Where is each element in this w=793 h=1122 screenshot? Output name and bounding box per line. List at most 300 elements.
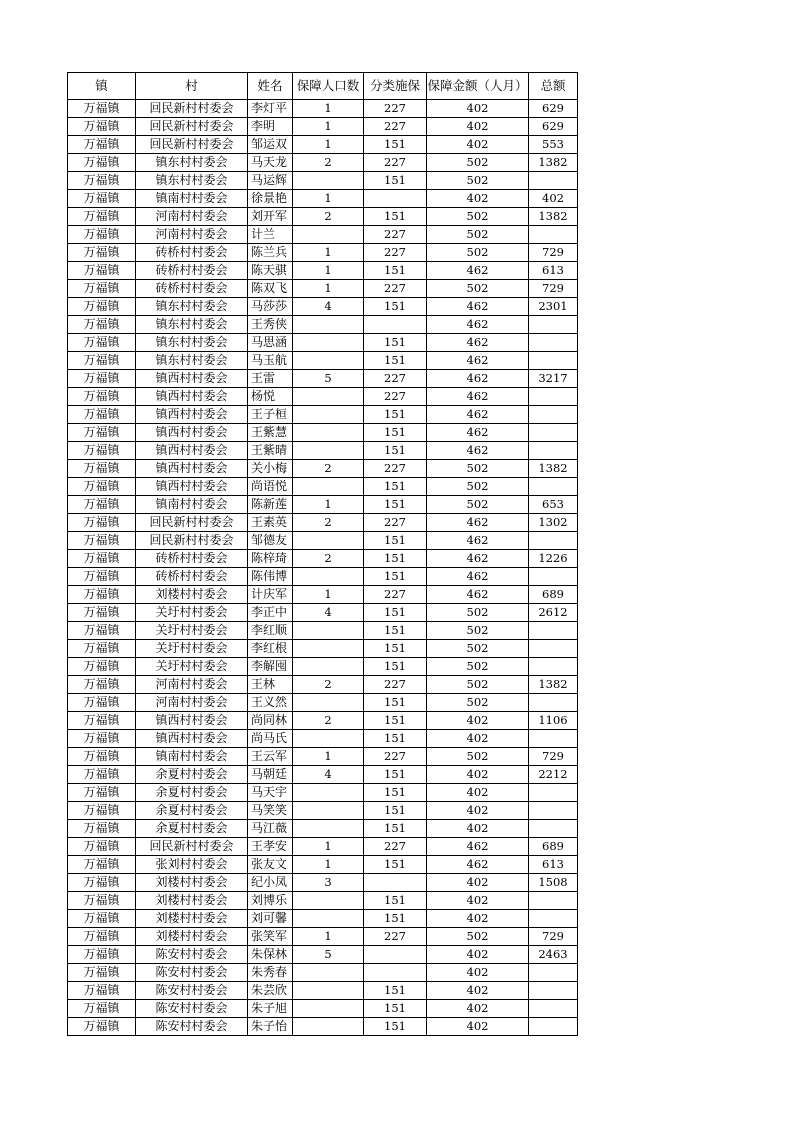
village-cell: 回民新村村委会 xyxy=(136,532,248,550)
name-cell: 王紫晴 xyxy=(248,442,293,460)
table-row xyxy=(68,910,578,928)
total-cell xyxy=(529,622,578,640)
total-cell: 629 xyxy=(529,100,578,118)
total-cell: 2212 xyxy=(529,766,578,784)
amount-cell: 502 xyxy=(427,694,529,712)
town-cell: 万福镇 xyxy=(68,352,136,370)
table-row xyxy=(68,298,578,316)
town-cell: 万福镇 xyxy=(68,226,136,244)
population-cell: 1 xyxy=(293,838,364,856)
population-cell: 5 xyxy=(293,370,364,388)
name-cell: 王子桓 xyxy=(248,406,293,424)
total-cell xyxy=(529,532,578,550)
name-cell: 王雷 xyxy=(248,370,293,388)
category-cell: 151 xyxy=(364,352,427,370)
amount-cell: 462 xyxy=(427,838,529,856)
table-row xyxy=(68,496,578,514)
table-row xyxy=(68,1018,578,1036)
population-cell xyxy=(293,802,364,820)
village-cell: 张刘村村委会 xyxy=(136,856,248,874)
table-row xyxy=(68,280,578,298)
name-cell: 朱秀春 xyxy=(248,964,293,982)
header-population: 保障人口数 xyxy=(293,73,364,100)
name-cell: 李红顺 xyxy=(248,622,293,640)
town-cell: 万福镇 xyxy=(68,244,136,262)
town-cell: 万福镇 xyxy=(68,208,136,226)
category-cell: 151 xyxy=(364,406,427,424)
total-cell: 689 xyxy=(529,586,578,604)
town-cell: 万福镇 xyxy=(68,766,136,784)
amount-cell: 502 xyxy=(427,280,529,298)
name-cell: 邹德友 xyxy=(248,532,293,550)
village-cell: 镇西村村委会 xyxy=(136,388,248,406)
category-cell: 151 xyxy=(364,892,427,910)
amount-cell: 502 xyxy=(427,676,529,694)
total-cell xyxy=(529,730,578,748)
category-cell: 151 xyxy=(364,532,427,550)
table-row xyxy=(68,100,578,118)
category-cell xyxy=(364,316,427,334)
total-cell xyxy=(529,1000,578,1018)
name-cell: 王义然 xyxy=(248,694,293,712)
category-cell: 151 xyxy=(364,478,427,496)
amount-cell: 402 xyxy=(427,712,529,730)
amount-cell: 462 xyxy=(427,424,529,442)
population-cell: 4 xyxy=(293,298,364,316)
town-cell: 万福镇 xyxy=(68,298,136,316)
village-cell: 陈安村村委会 xyxy=(136,1000,248,1018)
population-cell: 1 xyxy=(293,748,364,766)
population-cell: 1 xyxy=(293,280,364,298)
name-cell: 张笑军 xyxy=(248,928,293,946)
category-cell: 151 xyxy=(364,982,427,1000)
table-row xyxy=(68,856,578,874)
name-cell: 李灯平 xyxy=(248,100,293,118)
category-cell: 227 xyxy=(364,676,427,694)
header-village: 村 xyxy=(136,73,248,100)
population-cell xyxy=(293,892,364,910)
town-cell: 万福镇 xyxy=(68,604,136,622)
table-row xyxy=(68,244,578,262)
amount-cell: 402 xyxy=(427,820,529,838)
amount-cell: 402 xyxy=(427,1018,529,1036)
total-cell: 613 xyxy=(529,856,578,874)
total-cell: 2612 xyxy=(529,604,578,622)
amount-cell: 462 xyxy=(427,334,529,352)
category-cell: 227 xyxy=(364,154,427,172)
total-cell: 1382 xyxy=(529,460,578,478)
table-row xyxy=(68,190,578,208)
category-cell: 227 xyxy=(364,100,427,118)
town-cell: 万福镇 xyxy=(68,748,136,766)
category-cell: 151 xyxy=(364,496,427,514)
name-cell: 陈双飞 xyxy=(248,280,293,298)
population-cell: 1 xyxy=(293,136,364,154)
table-row xyxy=(68,946,578,964)
village-cell: 镇东村村委会 xyxy=(136,298,248,316)
town-cell: 万福镇 xyxy=(68,280,136,298)
population-cell xyxy=(293,1018,364,1036)
total-cell: 1226 xyxy=(529,550,578,568)
amount-cell: 462 xyxy=(427,442,529,460)
population-cell xyxy=(293,226,364,244)
population-cell: 2 xyxy=(293,460,364,478)
total-cell: 1106 xyxy=(529,712,578,730)
category-cell: 151 xyxy=(364,550,427,568)
table-row xyxy=(68,694,578,712)
amount-cell: 462 xyxy=(427,298,529,316)
category-cell xyxy=(364,964,427,982)
name-cell: 李明 xyxy=(248,118,293,136)
welfare-table xyxy=(67,72,578,1036)
amount-cell: 462 xyxy=(427,316,529,334)
name-cell: 马天龙 xyxy=(248,154,293,172)
total-cell: 3217 xyxy=(529,370,578,388)
amount-cell: 462 xyxy=(427,532,529,550)
amount-cell: 502 xyxy=(427,460,529,478)
total-cell: 1302 xyxy=(529,514,578,532)
population-cell: 1 xyxy=(293,118,364,136)
name-cell: 纪小凤 xyxy=(248,874,293,892)
table-row xyxy=(68,748,578,766)
name-cell: 马江薇 xyxy=(248,820,293,838)
amount-cell: 402 xyxy=(427,964,529,982)
population-cell xyxy=(293,982,364,1000)
total-cell: 729 xyxy=(529,244,578,262)
population-cell xyxy=(293,820,364,838)
name-cell: 邹运双 xyxy=(248,136,293,154)
amount-cell: 402 xyxy=(427,100,529,118)
amount-cell: 462 xyxy=(427,352,529,370)
table-row xyxy=(68,820,578,838)
total-cell xyxy=(529,568,578,586)
name-cell: 马运辉 xyxy=(248,172,293,190)
population-cell: 2 xyxy=(293,514,364,532)
village-cell: 镇东村村委会 xyxy=(136,172,248,190)
amount-cell: 502 xyxy=(427,172,529,190)
village-cell: 河南村村委会 xyxy=(136,226,248,244)
total-cell: 1382 xyxy=(529,154,578,172)
amount-cell: 462 xyxy=(427,856,529,874)
population-cell xyxy=(293,352,364,370)
name-cell: 马朝廷 xyxy=(248,766,293,784)
total-cell xyxy=(529,1018,578,1036)
town-cell: 万福镇 xyxy=(68,820,136,838)
town-cell: 万福镇 xyxy=(68,496,136,514)
village-cell: 镇东村村委会 xyxy=(136,316,248,334)
amount-cell: 402 xyxy=(427,892,529,910)
amount-cell: 502 xyxy=(427,928,529,946)
category-cell: 151 xyxy=(364,694,427,712)
name-cell: 尚语悦 xyxy=(248,478,293,496)
town-cell: 万福镇 xyxy=(68,442,136,460)
total-cell xyxy=(529,802,578,820)
town-cell: 万福镇 xyxy=(68,892,136,910)
village-cell: 回民新村村委会 xyxy=(136,136,248,154)
population-cell: 1 xyxy=(293,928,364,946)
village-cell: 回民新村村委会 xyxy=(136,118,248,136)
table-row xyxy=(68,316,578,334)
category-cell: 151 xyxy=(364,442,427,460)
table-row xyxy=(68,676,578,694)
name-cell: 陈梓琦 xyxy=(248,550,293,568)
town-cell: 万福镇 xyxy=(68,568,136,586)
amount-cell: 502 xyxy=(427,496,529,514)
table-row xyxy=(68,172,578,190)
amount-cell: 462 xyxy=(427,406,529,424)
header-town: 镇 xyxy=(68,73,136,100)
amount-cell: 462 xyxy=(427,514,529,532)
category-cell: 151 xyxy=(364,640,427,658)
amount-cell: 462 xyxy=(427,370,529,388)
village-cell: 河南村村委会 xyxy=(136,676,248,694)
village-cell: 镇西村村委会 xyxy=(136,730,248,748)
table-row xyxy=(68,388,578,406)
population-cell: 1 xyxy=(293,586,364,604)
amount-cell: 502 xyxy=(427,478,529,496)
total-cell: 729 xyxy=(529,748,578,766)
amount-cell: 462 xyxy=(427,262,529,280)
population-cell xyxy=(293,478,364,496)
population-cell: 1 xyxy=(293,100,364,118)
name-cell: 陈天骐 xyxy=(248,262,293,280)
total-cell xyxy=(529,820,578,838)
name-cell: 陈伟博 xyxy=(248,568,293,586)
header-amount: 保障金额（人月） xyxy=(427,73,529,100)
table-row xyxy=(68,478,578,496)
amount-cell: 402 xyxy=(427,784,529,802)
population-cell: 4 xyxy=(293,766,364,784)
name-cell: 王秀侠 xyxy=(248,316,293,334)
category-cell: 151 xyxy=(364,334,427,352)
table-row xyxy=(68,136,578,154)
town-cell: 万福镇 xyxy=(68,172,136,190)
name-cell: 马笑笑 xyxy=(248,802,293,820)
population-cell: 2 xyxy=(293,712,364,730)
total-cell: 689 xyxy=(529,838,578,856)
table-row xyxy=(68,658,578,676)
category-cell: 151 xyxy=(364,856,427,874)
village-cell: 关圩村村委会 xyxy=(136,622,248,640)
village-cell: 余夏村村委会 xyxy=(136,766,248,784)
name-cell: 王云军 xyxy=(248,748,293,766)
population-cell: 1 xyxy=(293,496,364,514)
category-cell xyxy=(364,190,427,208)
village-cell: 余夏村村委会 xyxy=(136,784,248,802)
name-cell: 李红根 xyxy=(248,640,293,658)
name-cell: 尚马氏 xyxy=(248,730,293,748)
town-cell: 万福镇 xyxy=(68,370,136,388)
town-cell: 万福镇 xyxy=(68,100,136,118)
category-cell: 151 xyxy=(364,802,427,820)
amount-cell: 402 xyxy=(427,946,529,964)
population-cell: 2 xyxy=(293,208,364,226)
name-cell: 朱芸欣 xyxy=(248,982,293,1000)
table-row xyxy=(68,892,578,910)
table-row xyxy=(68,262,578,280)
village-cell: 砖桥村村委会 xyxy=(136,244,248,262)
population-cell: 5 xyxy=(293,946,364,964)
village-cell: 陈安村村委会 xyxy=(136,946,248,964)
amount-cell: 402 xyxy=(427,982,529,1000)
category-cell: 151 xyxy=(364,712,427,730)
category-cell: 227 xyxy=(364,244,427,262)
village-cell: 镇西村村委会 xyxy=(136,424,248,442)
total-cell xyxy=(529,442,578,460)
village-cell: 镇西村村委会 xyxy=(136,442,248,460)
header-row xyxy=(68,73,578,100)
total-cell xyxy=(529,334,578,352)
town-cell: 万福镇 xyxy=(68,928,136,946)
table-row xyxy=(68,424,578,442)
town-cell: 万福镇 xyxy=(68,460,136,478)
population-cell: 1 xyxy=(293,262,364,280)
name-cell: 李正中 xyxy=(248,604,293,622)
village-cell: 回民新村村委会 xyxy=(136,838,248,856)
village-cell: 关圩村村委会 xyxy=(136,604,248,622)
name-cell: 王孝安 xyxy=(248,838,293,856)
table-row xyxy=(68,604,578,622)
table-row xyxy=(68,982,578,1000)
amount-cell: 502 xyxy=(427,622,529,640)
population-cell: 2 xyxy=(293,550,364,568)
village-cell: 关圩村村委会 xyxy=(136,658,248,676)
amount-cell: 402 xyxy=(427,136,529,154)
town-cell: 万福镇 xyxy=(68,550,136,568)
category-cell: 227 xyxy=(364,586,427,604)
total-cell: 2463 xyxy=(529,946,578,964)
category-cell: 151 xyxy=(364,172,427,190)
village-cell: 刘楼村村委会 xyxy=(136,892,248,910)
name-cell: 刘开军 xyxy=(248,208,293,226)
town-cell: 万福镇 xyxy=(68,622,136,640)
population-cell: 2 xyxy=(293,676,364,694)
name-cell: 刘可馨 xyxy=(248,910,293,928)
total-cell xyxy=(529,406,578,424)
village-cell: 陈安村村委会 xyxy=(136,982,248,1000)
total-cell xyxy=(529,892,578,910)
category-cell: 151 xyxy=(364,604,427,622)
total-cell: 613 xyxy=(529,262,578,280)
total-cell: 402 xyxy=(529,190,578,208)
name-cell: 陈兰兵 xyxy=(248,244,293,262)
name-cell: 计兰 xyxy=(248,226,293,244)
town-cell: 万福镇 xyxy=(68,154,136,172)
header-category: 分类施保 xyxy=(364,73,427,100)
amount-cell: 502 xyxy=(427,154,529,172)
population-cell xyxy=(293,406,364,424)
name-cell: 徐景艳 xyxy=(248,190,293,208)
town-cell: 万福镇 xyxy=(68,802,136,820)
village-cell: 关圩村村委会 xyxy=(136,640,248,658)
table-row xyxy=(68,352,578,370)
table-row xyxy=(68,460,578,478)
town-cell: 万福镇 xyxy=(68,784,136,802)
amount-cell: 502 xyxy=(427,604,529,622)
town-cell: 万福镇 xyxy=(68,118,136,136)
town-cell: 万福镇 xyxy=(68,982,136,1000)
name-cell: 马玉航 xyxy=(248,352,293,370)
total-cell xyxy=(529,316,578,334)
table-row xyxy=(68,226,578,244)
town-cell: 万福镇 xyxy=(68,190,136,208)
category-cell: 227 xyxy=(364,928,427,946)
name-cell: 张友文 xyxy=(248,856,293,874)
population-cell: 2 xyxy=(293,154,364,172)
town-cell: 万福镇 xyxy=(68,838,136,856)
total-cell xyxy=(529,784,578,802)
village-cell: 陈安村村委会 xyxy=(136,1018,248,1036)
category-cell: 227 xyxy=(364,838,427,856)
name-cell: 刘博乐 xyxy=(248,892,293,910)
amount-cell: 402 xyxy=(427,730,529,748)
table-row xyxy=(68,838,578,856)
village-cell: 镇西村村委会 xyxy=(136,478,248,496)
table-row xyxy=(68,712,578,730)
name-cell: 杨悦 xyxy=(248,388,293,406)
town-cell: 万福镇 xyxy=(68,658,136,676)
table-row xyxy=(68,154,578,172)
category-cell: 227 xyxy=(364,370,427,388)
total-cell: 1508 xyxy=(529,874,578,892)
population-cell xyxy=(293,442,364,460)
total-cell: 729 xyxy=(529,928,578,946)
town-cell: 万福镇 xyxy=(68,316,136,334)
category-cell: 151 xyxy=(364,262,427,280)
name-cell: 王素英 xyxy=(248,514,293,532)
town-cell: 万福镇 xyxy=(68,136,136,154)
table-row xyxy=(68,802,578,820)
header-total: 总额 xyxy=(529,73,578,100)
town-cell: 万福镇 xyxy=(68,856,136,874)
table-row xyxy=(68,370,578,388)
village-cell: 镇西村村委会 xyxy=(136,406,248,424)
category-cell: 151 xyxy=(364,1000,427,1018)
village-cell: 砖桥村村委会 xyxy=(136,280,248,298)
category-cell: 151 xyxy=(364,136,427,154)
table-row xyxy=(68,766,578,784)
name-cell: 王林 xyxy=(248,676,293,694)
total-cell xyxy=(529,910,578,928)
town-cell: 万福镇 xyxy=(68,712,136,730)
amount-cell: 462 xyxy=(427,586,529,604)
name-cell: 马思涵 xyxy=(248,334,293,352)
table-row xyxy=(68,532,578,550)
village-cell: 镇东村村委会 xyxy=(136,154,248,172)
total-cell xyxy=(529,658,578,676)
village-cell: 河南村村委会 xyxy=(136,694,248,712)
table-row xyxy=(68,964,578,982)
category-cell: 151 xyxy=(364,424,427,442)
table-row xyxy=(68,514,578,532)
amount-cell: 502 xyxy=(427,658,529,676)
header-name: 姓名 xyxy=(248,73,293,100)
table-row xyxy=(68,118,578,136)
population-cell xyxy=(293,910,364,928)
total-cell xyxy=(529,172,578,190)
village-cell: 砖桥村村委会 xyxy=(136,568,248,586)
category-cell: 151 xyxy=(364,766,427,784)
amount-cell: 402 xyxy=(427,874,529,892)
amount-cell: 402 xyxy=(427,766,529,784)
total-cell xyxy=(529,640,578,658)
total-cell xyxy=(529,352,578,370)
category-cell: 151 xyxy=(364,208,427,226)
population-cell xyxy=(293,568,364,586)
total-cell xyxy=(529,478,578,496)
name-cell: 朱保林 xyxy=(248,946,293,964)
village-cell: 镇南村村委会 xyxy=(136,748,248,766)
